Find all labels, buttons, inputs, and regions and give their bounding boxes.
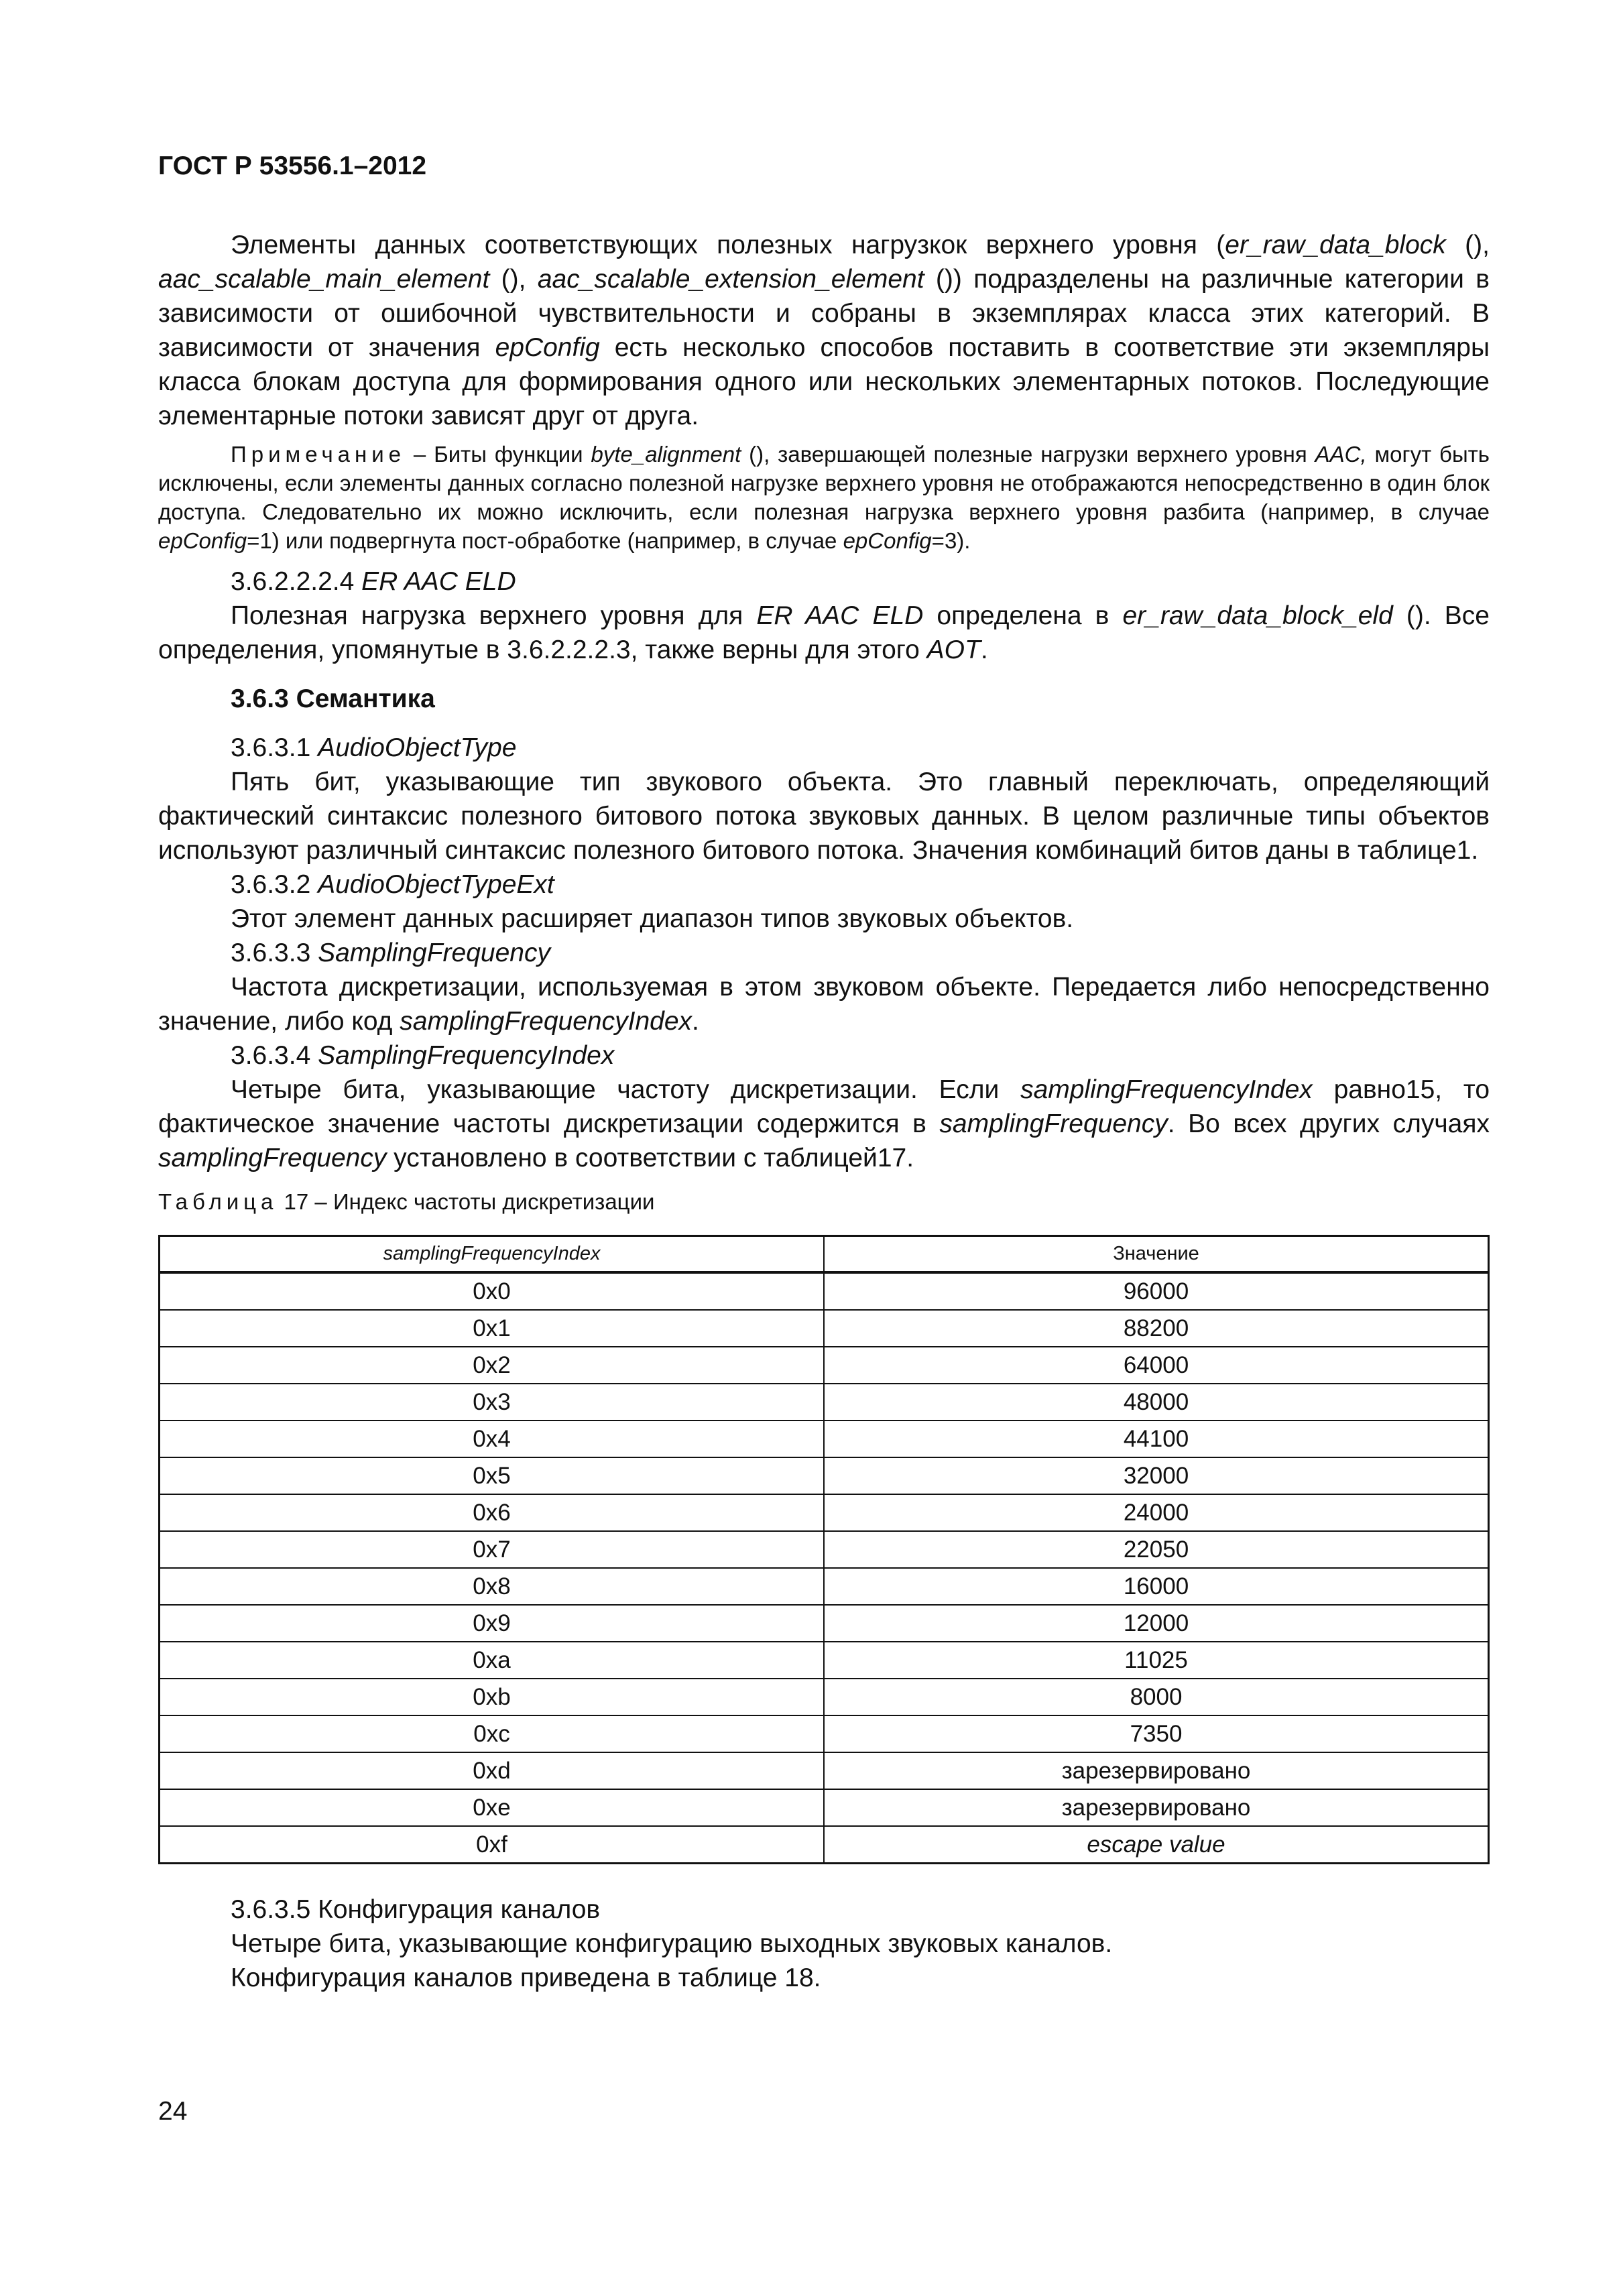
text: Элементы данных соответствующих полезных нагрузкок верхнего уровня ( bbox=[231, 231, 1225, 259]
table-caption bbox=[158, 1187, 1490, 1216]
text: (). Все определения, упомянутые в 3.6.2.2.2.3, также верны для этого bbox=[158, 601, 1490, 664]
section-heading-3-6-3-1 bbox=[158, 731, 1490, 765]
italic-term: epConfig bbox=[158, 528, 247, 553]
index-cell: 0x9 bbox=[160, 1605, 825, 1642]
value-cell: 64000 bbox=[824, 1347, 1489, 1384]
table-row bbox=[160, 1310, 1489, 1347]
value-cell: 48000 bbox=[824, 1384, 1489, 1421]
section-heading-3-6-3-5: 3.6.3.5 Конфигурация каналов bbox=[231, 1895, 601, 1924]
value-cell: 22050 bbox=[824, 1531, 1489, 1568]
document-body bbox=[158, 228, 1490, 1995]
paragraph-er-aac-eld bbox=[158, 599, 1490, 667]
section-title: AudioObjectTypeExt bbox=[318, 870, 554, 899]
table-row bbox=[160, 1421, 1489, 1457]
text: . Во всех других случаях bbox=[1167, 1109, 1490, 1138]
note-paragraph bbox=[158, 440, 1490, 555]
italic-term: AOT bbox=[926, 636, 981, 664]
index-cell: 0x3 bbox=[160, 1384, 825, 1421]
paragraph-channel-config-1: Четыре бита, указывающие конфигурацию выходных звуковых каналов. bbox=[231, 1929, 1113, 1958]
text: установлено в соответствии с таблицей17. bbox=[386, 1144, 914, 1172]
value-cell: 11025 bbox=[824, 1642, 1489, 1679]
value-cell: 7350 bbox=[824, 1715, 1489, 1752]
column-header-value: Значение bbox=[824, 1236, 1489, 1273]
italic-term: AAC, bbox=[1315, 442, 1367, 467]
text: есть несколько способов поставить в соответствие эти экземпляры класса блокам доступа для формирования одного или нескольких элементарных потоков. Последующие элементарные потоки зависят друг от друга. bbox=[158, 333, 1490, 430]
italic-term: ER AAC ELD bbox=[756, 601, 924, 630]
table-row bbox=[160, 1752, 1489, 1789]
table-row bbox=[160, 1531, 1489, 1568]
table-header-row bbox=[160, 1236, 1489, 1273]
text: равно15, то фактическое значение частоты дискретизации содержится в bbox=[158, 1075, 1490, 1138]
section-heading-3-6-3-3 bbox=[158, 936, 1490, 970]
text: могут быть исключены, если элементы данных согласно полезной нагрузке верхнего уровня не отображаются непосредственно в один блок доступа. Следовательно их можно исключить, если полезная нагрузка верхнего уровня разбита (например, в случае bbox=[158, 442, 1490, 524]
value-cell: 88200 bbox=[824, 1310, 1489, 1347]
section-number: 3.6.3.3 bbox=[231, 939, 318, 967]
paragraph-sampling-frequency-index bbox=[158, 1073, 1490, 1175]
value-cell: зарезервировано bbox=[824, 1752, 1489, 1789]
index-cell: 0xe bbox=[160, 1789, 825, 1826]
table-row bbox=[160, 1715, 1489, 1752]
index-cell: 0x1 bbox=[160, 1310, 825, 1347]
table-row bbox=[160, 1384, 1489, 1421]
section-heading-3-6-3-4 bbox=[158, 1038, 1490, 1073]
index-cell: 0x5 bbox=[160, 1457, 825, 1494]
paragraph-payload-categories bbox=[158, 228, 1490, 433]
value-cell: 44100 bbox=[824, 1421, 1489, 1457]
text: Полезная нагрузка верхнего уровня для bbox=[231, 601, 757, 630]
text: (), bbox=[489, 265, 538, 294]
italic-term: byte_alignment bbox=[591, 442, 741, 467]
paragraph-sampling-frequency bbox=[158, 970, 1490, 1038]
paragraph-audio-object-type-ext: Этот элемент данных расширяет диапазон типов звуковых объектов. bbox=[231, 904, 1074, 933]
italic-term: samplingFrequency bbox=[939, 1109, 1168, 1138]
index-cell: 0x0 bbox=[160, 1272, 825, 1310]
text: =3). bbox=[931, 528, 971, 553]
section-heading-3-6-3: 3.6.3 Семантика bbox=[231, 684, 435, 713]
table-row bbox=[160, 1605, 1489, 1642]
italic-value: escape value bbox=[1087, 1831, 1225, 1858]
index-cell: 0xa bbox=[160, 1642, 825, 1679]
italic-term: aac_scalable_main_element bbox=[158, 265, 490, 294]
table-body bbox=[160, 1272, 1489, 1864]
table-row bbox=[160, 1568, 1489, 1605]
table-row bbox=[160, 1642, 1489, 1679]
section-title: SamplingFrequencyIndex bbox=[318, 1041, 615, 1070]
section-title: AudioObjectType bbox=[318, 733, 517, 762]
text: (), bbox=[1445, 231, 1490, 259]
column-header-index bbox=[160, 1236, 825, 1273]
value-cell: 8000 bbox=[824, 1679, 1489, 1715]
table-label: Таблица bbox=[158, 1189, 278, 1214]
section-number: 3.6.3.4 bbox=[231, 1041, 318, 1070]
table-row bbox=[160, 1347, 1489, 1384]
table-row bbox=[160, 1679, 1489, 1715]
table-row bbox=[160, 1826, 1489, 1864]
page-number: 24 bbox=[158, 2097, 188, 2126]
italic-term: samplingFrequencyIndex bbox=[400, 1007, 693, 1036]
paragraph-audio-object-type: Пять бит, указывающие тип звукового объекта. Это главный переключать, определяющий фактический синтаксис полезного битового потока звуковых данных. В целом различные типы объектов используют различный синтаксис полезного битового потока. Значения комбинаций битов даны в таблице1. bbox=[158, 768, 1490, 865]
index-cell: 0x8 bbox=[160, 1568, 825, 1605]
text: – Биты функции bbox=[406, 442, 591, 467]
index-cell: 0x6 bbox=[160, 1494, 825, 1531]
index-cell: 0xf bbox=[160, 1826, 825, 1864]
value-cell: 12000 bbox=[824, 1605, 1489, 1642]
sampling-frequency-table bbox=[158, 1235, 1490, 1864]
index-cell: 0x2 bbox=[160, 1347, 825, 1384]
section-heading-3-6-3-2 bbox=[158, 867, 1490, 902]
index-cell: 0xc bbox=[160, 1715, 825, 1752]
value-cell: 24000 bbox=[824, 1494, 1489, 1531]
text: . bbox=[692, 1007, 699, 1036]
value-cell bbox=[824, 1826, 1489, 1864]
italic-term: aac_scalable_extension_element bbox=[537, 265, 924, 294]
text: Частота дискретизации, используемая в этом звуковом объекте. Передается либо непосредственно значение, либо код bbox=[158, 973, 1490, 1036]
text: определена в bbox=[923, 601, 1123, 630]
italic-term: samplingFrequencyIndex bbox=[1020, 1075, 1313, 1104]
note-label: Примечание bbox=[231, 442, 406, 467]
section-number: 3.6.2.2.2.4 bbox=[231, 567, 362, 596]
table-caption-text: 17 – Индекс частоты дискретизации bbox=[278, 1189, 655, 1214]
text: =1) или подвергнута пост-обработке (например, в случае bbox=[247, 528, 843, 553]
value-cell: 16000 bbox=[824, 1568, 1489, 1605]
italic-term: samplingFrequency bbox=[158, 1144, 387, 1172]
index-cell: 0x4 bbox=[160, 1421, 825, 1457]
index-cell: 0xb bbox=[160, 1679, 825, 1715]
italic-term: epConfig bbox=[843, 528, 932, 553]
text: Четыре бита, указывающие частоту дискретизации. Если bbox=[231, 1075, 1021, 1104]
section-number: 3.6.3.1 bbox=[231, 733, 318, 762]
index-cell: 0xd bbox=[160, 1752, 825, 1789]
italic-term: er_raw_data_block bbox=[1225, 231, 1446, 259]
section-title: ER AAC ELD bbox=[361, 567, 516, 596]
section-number: 3.6.3.2 bbox=[231, 870, 318, 899]
section-heading-3-6-2-2-2-4 bbox=[158, 564, 1490, 599]
section-title: SamplingFrequency bbox=[318, 939, 550, 967]
table-row bbox=[160, 1789, 1489, 1826]
table-row bbox=[160, 1457, 1489, 1494]
value-cell: 96000 bbox=[824, 1272, 1489, 1310]
paragraph-channel-config-2: Конфигурация каналов приведена в таблице 18. bbox=[231, 1963, 821, 1992]
italic-term: epConfig bbox=[495, 333, 600, 362]
table-row bbox=[160, 1272, 1489, 1310]
value-cell: 32000 bbox=[824, 1457, 1489, 1494]
text: . bbox=[980, 636, 988, 664]
text: ()) подразделены на различные категории в зависимости от ошибочной чувствительности и собраны в экземплярах класса этих категорий. В зависимости от значения bbox=[158, 265, 1490, 362]
text: (), завершающей полезные нагрузки верхнего уровня bbox=[741, 442, 1315, 467]
table-row bbox=[160, 1494, 1489, 1531]
italic-term: er_raw_data_block_eld bbox=[1122, 601, 1393, 630]
column-header-text: samplingFrequencyIndex bbox=[383, 1243, 601, 1264]
document-header: ГОСТ Р 53556.1–2012 bbox=[158, 152, 427, 180]
value-cell: зарезервировано bbox=[824, 1789, 1489, 1826]
index-cell: 0x7 bbox=[160, 1531, 825, 1568]
